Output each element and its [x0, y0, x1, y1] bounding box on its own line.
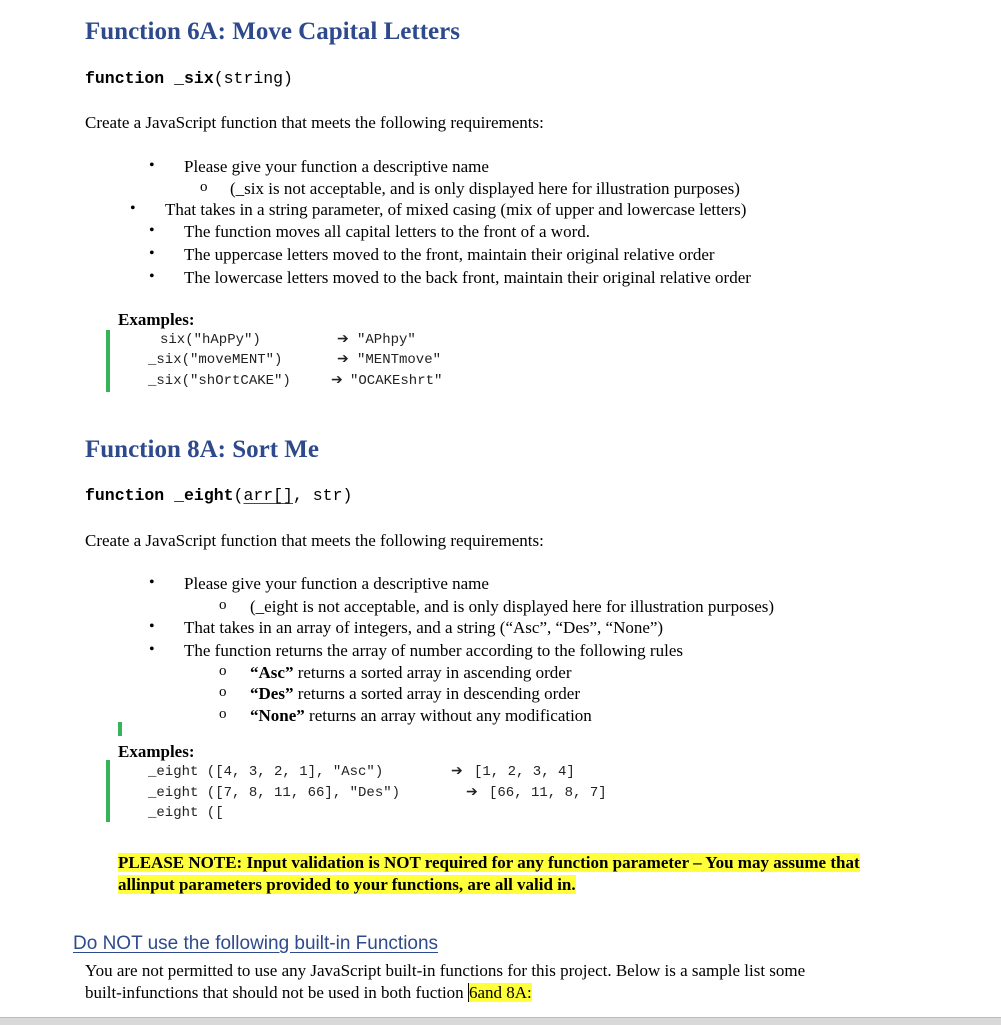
example-margin-bar	[106, 330, 110, 392]
f8-req-name-note: (_eight is not acceptable, and is only displayed here for illustration purposes)	[250, 597, 775, 616]
signature-arg-arr: arr[]	[243, 486, 293, 505]
bullet-icon: •	[130, 200, 136, 217]
sub-bullet-icon: o	[219, 597, 227, 613]
f8-example-result: [66, 11, 8, 7]	[489, 785, 607, 801]
bullet-icon: •	[149, 245, 155, 262]
signature-keyword: function	[85, 69, 175, 88]
f8-req-param: That takes in an array of integers, and a string (“Asc”, “Des”, “None”)	[184, 618, 664, 637]
bullet-icon: •	[149, 157, 155, 174]
f8-example-call: _eight ([4, 3, 2, 1], "Asc")	[148, 764, 384, 780]
f6-req-moves: The function moves all capital letters to the front of a word.	[184, 222, 590, 241]
sub-bullet-icon: o	[219, 684, 227, 700]
arrow-icon: ➔	[466, 785, 478, 800]
validation-note-line-2: allinput parameters provided to your functions, are all valid in.	[118, 875, 576, 894]
f6-req-upper: The uppercase letters moved to the front, maintain their original relative order	[184, 245, 715, 264]
do-not-use-line-1: You are not permitted to use any JavaScript built-in functions for this project. Below is a sample list some	[85, 961, 806, 980]
arrow-icon: ➔	[337, 352, 349, 367]
signature-name: _six	[174, 69, 214, 88]
function-6a-signature	[85, 69, 293, 88]
validation-note-line-1: PLEASE NOTE: Input validation is NOT required for any function parameter – You may assume that	[118, 853, 860, 872]
sub-bullet-icon: o	[219, 706, 227, 722]
f8-example-call: _eight ([	[148, 805, 224, 821]
bullet-icon: •	[149, 268, 155, 285]
function-6a-intro: Create a JavaScript function that meets the following requirements:	[85, 113, 544, 132]
f6-req-name: Please give your function a descriptive name	[184, 157, 489, 176]
f6-examples-label: Examples:	[118, 310, 195, 329]
sub-bullet-icon: o	[200, 179, 208, 195]
bullet-icon: •	[149, 641, 155, 658]
signature-args-open: (	[233, 486, 244, 505]
f8-req-returns: The function returns the array of number according to the following rules	[184, 641, 683, 660]
f6-req-lower: The lowercase letters moved to the back front, maintain their original relative order	[184, 268, 751, 287]
example-margin-bar	[118, 722, 122, 736]
arrow-icon: ➔	[451, 764, 463, 779]
function-8a-signature	[85, 486, 352, 505]
f6-example-call: _six("moveMENT")	[148, 352, 283, 368]
signature-name: _eight	[174, 486, 234, 505]
signature-args: (string)	[213, 69, 293, 88]
bullet-icon: •	[149, 222, 155, 239]
f8-rule-des: “Des” returns a sorted array in descending order	[250, 684, 580, 703]
f8-rule-none: “None” returns an array without any modification	[250, 706, 592, 725]
f6-req-param: That takes in a string parameter, of mixed casing (mix of upper and lowercase letters)	[165, 200, 747, 219]
f8-example-call: _eight ([7, 8, 11, 66], "Des")	[148, 785, 401, 801]
f8-rule-asc: “Asc” returns a sorted array in ascending order	[250, 663, 572, 682]
example-margin-bar	[106, 760, 110, 822]
f6-example-call: _six("shOrtCAKE")	[148, 373, 291, 389]
do-not-use-heading: Do NOT use the following built-in Functions	[73, 933, 439, 954]
arrow-icon: ➔	[337, 332, 349, 347]
f6-req-name-note: (_six is not acceptable, and is only displayed here for illustration purposes)	[230, 179, 740, 198]
do-not-use-line-2: built-infunctions that should not be used in both fuction 6and 8A:	[85, 983, 532, 1002]
function-8a-title: Function 8A: Sort Me	[85, 436, 319, 463]
f8-examples-label: Examples:	[118, 742, 195, 761]
f6-example-call: six("hApPy")	[160, 332, 261, 348]
bullet-icon: •	[149, 574, 155, 591]
bullet-icon: •	[149, 618, 155, 635]
f6-example-result: "OCAKEshrt"	[350, 373, 443, 389]
sub-bullet-icon: o	[219, 663, 227, 679]
f8-example-result: [1, 2, 3, 4]	[474, 764, 575, 780]
f8-req-name: Please give your function a descriptive name	[184, 574, 489, 593]
function-6a-title: Function 6A: Move Capital Letters	[85, 18, 460, 45]
function-8a-intro: Create a JavaScript function that meets the following requirements:	[85, 531, 544, 550]
signature-keyword: function	[85, 486, 175, 505]
f6-example-result: "APhpy"	[357, 332, 416, 348]
f6-example-result: "MENTmove"	[357, 352, 442, 368]
arrow-icon: ➔	[331, 373, 343, 388]
signature-args-close: , str)	[292, 486, 353, 505]
